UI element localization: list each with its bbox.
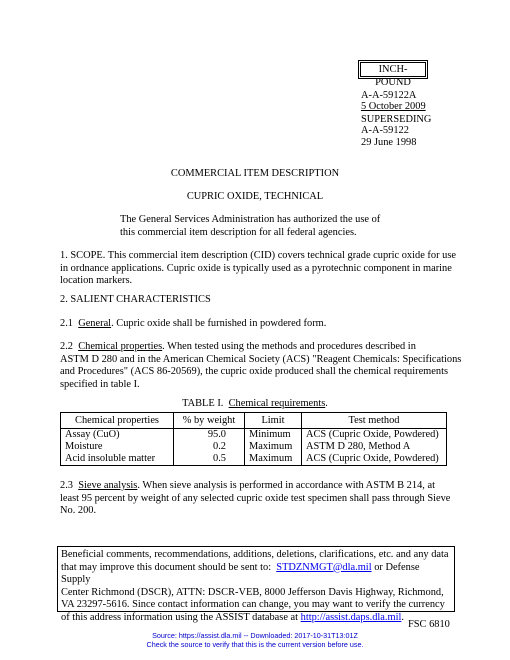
table-cell: Maximum [245,441,302,453]
comments-line: Center Richmond (DSCR), ATTN: DSCR-VEB, 8000 Jefferson Davis Highway, Richmond, [61,586,444,598]
table-row [61,453,447,466]
assist-url-link[interactable]: http://assist.daps.dla.mil [300,611,402,623]
table-cell: Acid insoluble matter [61,453,174,466]
footer-check-line: Check the source to verify that this is the current version before use. [146,639,364,649]
comments-text: that may improve this document should be sent to: [61,561,277,573]
table-caption [0,398,510,411]
general-text: . Cupric oxide shall be furnished in powdered form. [111,318,327,329]
email-link[interactable]: STDZNMGT@dla.mil [276,561,372,573]
previous-doc-date: 29 June 1998 [361,136,417,148]
chemical-line: and Procedures" (ACS 86-20569), the cupric oxide produced shall the chemical requirements [60,366,448,378]
scope-line: location markers. [60,275,133,287]
table-cell: Assay (CuO) [61,429,174,442]
superseding-label: SUPERSEDING [361,113,432,125]
footer-source-line: Source: https://assist.dla.mil -- Downloaded: 2017-10-31T13:01Z [152,631,358,640]
table-cell: Maximum [245,453,302,466]
chemical-text: . When tested using the methods and procedures described in [162,341,416,352]
table-cell: Moisture [61,441,174,453]
table-cell: 95.0 [174,429,245,442]
table-cell: ACS (Cupric Oxide, Powdered) [302,453,447,466]
table-header-cell: % by weight [174,413,245,429]
doc-date: 5 October 2009 [361,101,426,113]
authorization-line: this commercial item description for all federal agencies. [120,226,357,238]
chemical-paragraph [60,341,461,391]
comments-text: of this address information using the ASSIST database at [61,611,301,623]
chemical-number: 2.2 [60,341,79,352]
table-cell: ASTM D 280, Method A [302,441,447,453]
document-header [361,90,433,148]
comments-line: Beneficial comments, recommendations, additions, deletions, clarifications, etc. and any data [61,549,449,560]
download-footer [0,632,510,649]
table-row [61,429,447,442]
chemical-label: Chemical properties [78,341,163,352]
authorization-text [120,214,380,239]
table-header-cell: Test method [302,413,447,429]
table-caption-suffix: . [325,398,328,409]
scope-paragraph [60,250,456,288]
sieve-number: 2.3 [60,480,79,491]
comments-text: . [401,611,404,623]
chemical-requirements-table [60,412,447,466]
document-title: COMMERCIAL ITEM DESCRIPTION [170,168,340,179]
table-header-cell: Limit [245,413,302,429]
general-label: General [78,318,112,329]
scope-line: in ordnance applications. Cupric oxide is typically used as a pyrotechnic component in marine [60,262,452,274]
sieve-label: Sieve analysis [78,480,138,491]
fsc-code: FSC 6810 [408,619,450,630]
doc-id: A-A-59122A [361,90,417,101]
table-header-row [61,413,447,429]
table-row [61,441,447,453]
table-caption-prefix: TABLE I. [182,398,229,409]
comments-box [57,546,455,623]
inch-pound-label: INCH-POUND [360,62,426,77]
chemical-line: specified in table I. [60,378,140,390]
table-caption-label: Chemical requirements [228,398,326,409]
scope-line: 1. SCOPE. This commercial item description (CID) covers technical grade cupric oxide for use [60,250,456,261]
salient-heading: 2. SALIENT CHARACTERISTICS [60,294,211,305]
chemical-line: ASTM D 280 and in the American Chemical Society (ACS) "Reagent Chemicals: Specifications [60,353,462,365]
previous-doc-id: A-A-59122 [361,125,409,137]
table-cell: 0.5 [174,453,245,466]
sieve-text: . When sieve analysis is performed in accordance with ASTM B 214, at [137,480,435,491]
sieve-paragraph [60,480,450,518]
table-header-cell: Chemical properties [61,413,174,429]
table-cell: 0.2 [174,441,245,453]
comments-text: or Defense Supply [61,561,420,586]
sieve-line: No. 200. [60,505,97,517]
authorization-line: The General Services Administration has authorized the use of [120,214,381,225]
table-cell: Minimum [245,429,302,442]
general-number: 2.1 [60,318,79,329]
comments-line: VA 23297-5616. Since contact information can change, you may want to verify the currency [61,599,445,611]
sieve-line: least 95 percent by weight of any selected cupric oxide test specimen shall pass through Sieve [60,492,451,504]
general-paragraph [60,318,326,331]
document-subtitle: CUPRIC OXIDE, TECHNICAL [186,191,324,202]
table-cell: ACS (Cupric Oxide, Powdered) [302,429,447,442]
